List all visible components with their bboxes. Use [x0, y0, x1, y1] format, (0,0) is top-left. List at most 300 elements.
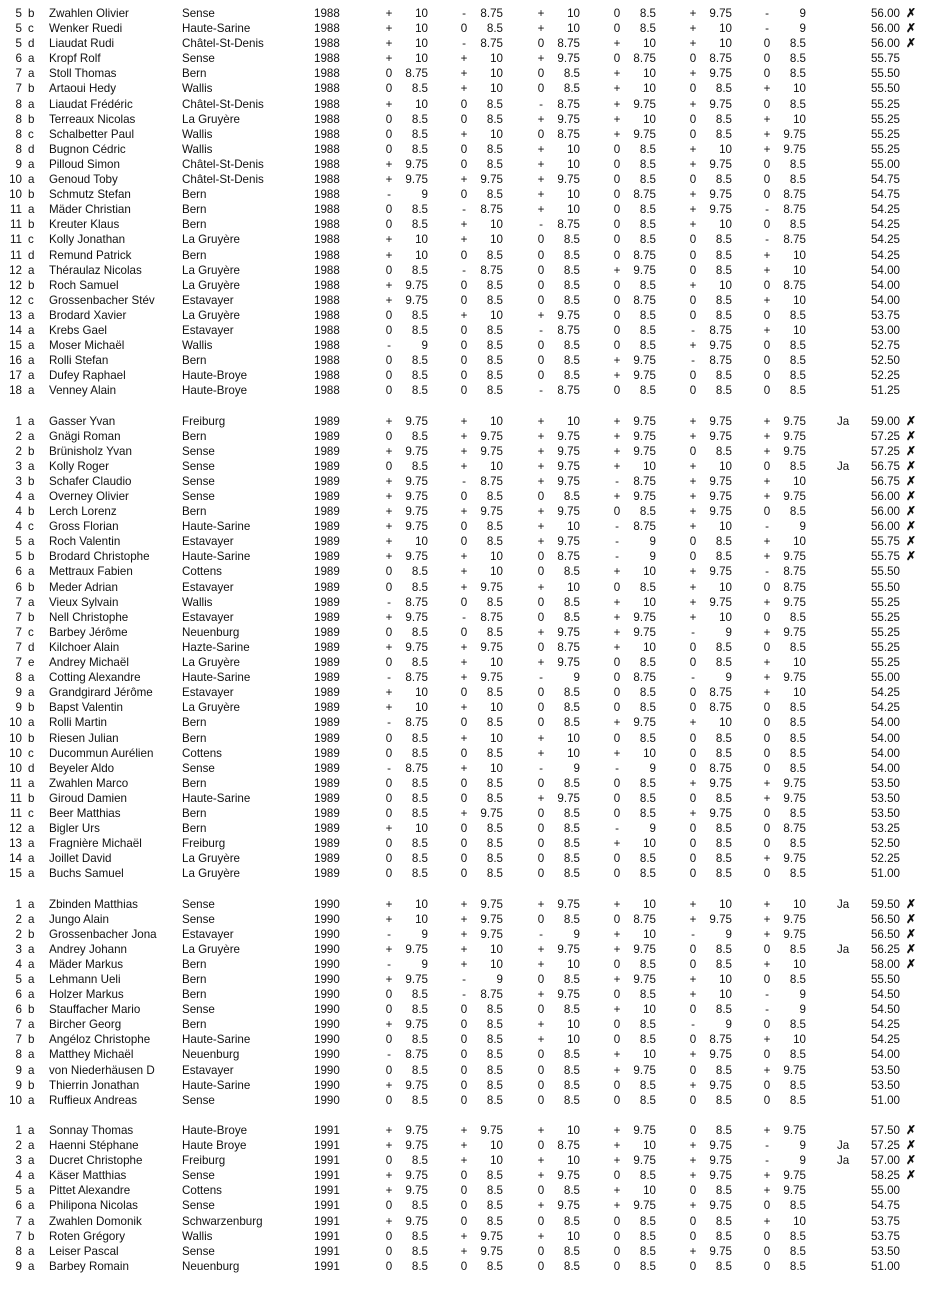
score-5: 10 — [719, 142, 732, 156]
total: 51.25 — [870, 384, 900, 398]
year: 1989 — [314, 640, 340, 654]
total: 53.75 — [870, 308, 900, 322]
score-6: 8.5 — [789, 505, 806, 519]
grade-2: + — [460, 1229, 468, 1243]
grade-6: + — [763, 82, 771, 96]
grade-5: + — [689, 97, 697, 111]
score-5: 9 — [725, 1018, 732, 1032]
grade-5: 0 — [689, 1033, 697, 1047]
rank: 15 — [9, 339, 22, 353]
grade-2: + — [460, 52, 468, 66]
rank-letter: a — [28, 157, 35, 171]
rank-letter: e — [28, 656, 35, 670]
grade-6: 0 — [763, 278, 771, 292]
grade-2: 0 — [460, 1033, 468, 1047]
grade-5: 0 — [689, 656, 697, 670]
score-2: 8.5 — [486, 791, 503, 805]
grade-1: 0 — [385, 565, 393, 579]
grade-5: + — [689, 459, 697, 473]
grade-1: 0 — [385, 127, 393, 141]
table-row — [0, 1002, 935, 1017]
score-6: 10 — [793, 535, 806, 549]
score-4: 8.5 — [639, 278, 656, 292]
total: 54.75 — [870, 173, 900, 187]
club: Châtel-St-Denis — [182, 157, 264, 171]
rank: 10 — [9, 188, 22, 202]
year-group — [0, 1123, 935, 1274]
score-6: 8.5 — [789, 52, 806, 66]
score-1: 8.5 — [411, 1154, 428, 1168]
grade-2: 0 — [460, 142, 468, 156]
score-3: 8.75 — [557, 127, 580, 141]
score-1: 8.5 — [411, 127, 428, 141]
grade-5: + — [689, 1139, 697, 1153]
table-row — [0, 625, 935, 640]
name: Roch Samuel — [49, 278, 119, 292]
score-4: 8.75 — [633, 671, 656, 685]
score-5: 9.75 — [709, 505, 732, 519]
score-2: 9.75 — [480, 173, 503, 187]
qualified-mark: ✗ — [905, 21, 917, 36]
total: 54.75 — [870, 188, 900, 202]
grade-2: 0 — [460, 595, 468, 609]
grade-3: + — [537, 520, 545, 534]
score-2: 10 — [490, 656, 503, 670]
grade-5: + — [689, 490, 697, 503]
grade-5: 0 — [689, 1229, 697, 1243]
grade-3: + — [537, 414, 545, 428]
score-5: 8.5 — [715, 1214, 732, 1228]
score-1: 9 — [421, 927, 428, 941]
score-4: 9.75 — [633, 354, 656, 368]
grade-1: 0 — [385, 1093, 393, 1107]
score-6: 8.5 — [789, 610, 806, 624]
grade-6: + — [763, 263, 771, 277]
score-2: 8.5 — [486, 716, 503, 730]
rank: 8 — [15, 1244, 22, 1258]
club: Haute-Sarine — [182, 671, 251, 685]
grade-1: + — [385, 37, 393, 51]
score-6: 8.5 — [789, 37, 806, 51]
club: Bern — [182, 188, 207, 202]
score-3: 8.5 — [563, 369, 580, 383]
grade-6: + — [763, 142, 771, 156]
grade-6: 0 — [763, 52, 771, 66]
score-1: 8.5 — [411, 580, 428, 594]
name: Ducret Christophe — [49, 1154, 143, 1168]
score-5: 8.5 — [715, 127, 732, 141]
grade-2: 0 — [460, 188, 468, 202]
qualified-mark: ✗ — [905, 504, 917, 519]
score-6: 10 — [793, 897, 806, 911]
rank-letter: b — [28, 1033, 35, 1047]
rank: 13 — [9, 308, 22, 322]
grade-6: + — [763, 927, 771, 941]
score-4: 8.5 — [639, 173, 656, 187]
total: 53.50 — [870, 806, 900, 820]
grade-5: + — [689, 218, 697, 232]
score-4: 9 — [649, 761, 656, 775]
grade-2: + — [460, 565, 468, 579]
year: 1989 — [314, 429, 340, 443]
table-row — [0, 172, 935, 187]
total: 55.25 — [870, 610, 900, 624]
total: 53.50 — [870, 1078, 900, 1092]
club: Wallis — [182, 339, 213, 353]
total: 57.25 — [870, 1139, 900, 1153]
name: Leiser Pascal — [49, 1244, 119, 1258]
grade-1: 0 — [385, 1199, 393, 1213]
score-6: 8.5 — [789, 1244, 806, 1258]
rank-letter: b — [28, 701, 35, 715]
qualified-mark: ✗ — [905, 6, 917, 20]
grade-3: 0 — [537, 369, 545, 383]
score-5: 10 — [719, 897, 732, 911]
year: 1988 — [314, 354, 340, 368]
grade-3: 0 — [537, 716, 545, 730]
score-6: 10 — [793, 1033, 806, 1047]
qualified-mark: ✗ — [905, 896, 917, 911]
score-3: 9.75 — [557, 791, 580, 805]
score-2: 8.75 — [480, 37, 503, 51]
grade-5: - — [691, 625, 695, 639]
grade-5: + — [689, 1199, 697, 1213]
grade-2: 0 — [460, 97, 468, 111]
total: 55.00 — [870, 157, 900, 171]
name: Bircher Georg — [49, 1018, 122, 1032]
qualified-mark: ✗ — [905, 519, 917, 534]
year-group — [0, 897, 935, 1108]
grade-6: + — [763, 957, 771, 971]
score-3: 9.75 — [557, 897, 580, 911]
table-row — [0, 791, 935, 806]
grade-1: + — [385, 7, 393, 20]
score-4: 8.75 — [633, 912, 656, 926]
table-row — [0, 1093, 935, 1108]
score-6: 9.75 — [783, 414, 806, 428]
qualified-mark: ✗ — [905, 549, 917, 564]
rank-letter: a — [28, 776, 35, 790]
total: 57.00 — [870, 1154, 900, 1168]
score-1: 9.75 — [405, 1078, 428, 1092]
total: 55.50 — [870, 973, 900, 986]
rank-letter: a — [28, 716, 35, 730]
grade-2: + — [460, 640, 468, 654]
club: Bern — [182, 716, 207, 730]
grade-2: + — [460, 1154, 468, 1168]
grade-4: + — [613, 1048, 621, 1062]
grade-5: + — [689, 1078, 697, 1092]
qualified-mark: ✗ — [905, 1168, 917, 1183]
grade-5: 0 — [689, 942, 697, 956]
score-5: 9.75 — [709, 490, 732, 503]
grade-6: + — [763, 323, 771, 337]
year: 1990 — [314, 942, 340, 956]
name: Cotting Alexandre — [49, 671, 141, 685]
total: 55.25 — [870, 112, 900, 126]
score-3: 9.75 — [557, 444, 580, 458]
rank: 14 — [9, 852, 22, 866]
score-6: 8.5 — [789, 746, 806, 760]
grade-6: + — [763, 429, 771, 443]
score-2: 9.75 — [480, 897, 503, 911]
grade-2: 0 — [460, 686, 468, 700]
score-2: 8.5 — [486, 157, 503, 171]
grade-4: 0 — [613, 988, 621, 1002]
grade-4: 0 — [613, 731, 621, 745]
year: 1988 — [314, 293, 340, 307]
total: 52.25 — [870, 369, 900, 383]
grade-2: - — [462, 37, 466, 51]
grade-6: 0 — [763, 701, 771, 715]
score-6: 8.5 — [789, 1093, 806, 1107]
grade-6: + — [763, 248, 771, 262]
rank-letter: a — [28, 957, 35, 971]
grade-6: + — [763, 595, 771, 609]
score-4: 10 — [643, 82, 656, 96]
year: 1990 — [314, 957, 340, 971]
rank: 11 — [9, 806, 22, 820]
year: 1990 — [314, 927, 340, 941]
grade-6: 0 — [763, 1078, 771, 1092]
club: Châtel-St-Denis — [182, 173, 264, 187]
name: Venney Alain — [49, 384, 117, 398]
score-3: 10 — [567, 7, 580, 20]
grade-6: 0 — [763, 1018, 771, 1032]
name: Moser Michaël — [49, 339, 125, 353]
name: Bigler Urs — [49, 822, 100, 836]
score-6: 8.5 — [789, 973, 806, 986]
table-row — [0, 217, 935, 232]
rank: 1 — [15, 1123, 22, 1137]
grade-3: + — [537, 1018, 545, 1032]
score-5: 8.5 — [715, 942, 732, 956]
grade-6: 0 — [763, 1048, 771, 1062]
grade-6: 0 — [763, 1093, 771, 1107]
grade-1: + — [385, 248, 393, 262]
grade-2: 0 — [460, 157, 468, 171]
total: 55.25 — [870, 595, 900, 609]
club: Sense — [182, 490, 215, 503]
name: Terreaux Nicolas — [49, 112, 136, 126]
total: 55.25 — [870, 656, 900, 670]
grade-3: + — [537, 1199, 545, 1213]
grade-6: 0 — [763, 837, 771, 851]
table-row — [0, 293, 935, 308]
name: Ruffieux Andreas — [49, 1093, 138, 1107]
grade-3: + — [537, 988, 545, 1002]
score-1: 8.5 — [411, 1244, 428, 1258]
total: 56.50 — [870, 927, 900, 941]
grade-4: - — [615, 822, 619, 836]
club: Bern — [182, 67, 207, 81]
score-3: 8.5 — [563, 1063, 580, 1077]
score-2: 8.5 — [486, 339, 503, 353]
name: Kropf Rolf — [49, 52, 101, 66]
score-4: 8.5 — [639, 323, 656, 337]
score-4: 10 — [643, 37, 656, 51]
grade-3: + — [537, 22, 545, 36]
grade-3: + — [537, 1169, 545, 1183]
year: 1990 — [314, 1078, 340, 1092]
rank: 2 — [15, 912, 22, 926]
total: 54.25 — [870, 218, 900, 232]
grade-5: + — [689, 7, 697, 20]
grade-3: 0 — [537, 1093, 545, 1107]
table-row — [0, 715, 935, 730]
grade-3: - — [539, 97, 543, 111]
grade-6: + — [763, 625, 771, 639]
year: 1989 — [314, 837, 340, 851]
score-5: 8.5 — [715, 1184, 732, 1198]
grade-3: 0 — [537, 973, 545, 986]
grade-1: 0 — [385, 791, 393, 805]
club: Freiburg — [182, 414, 226, 428]
grade-2: + — [460, 414, 468, 428]
score-4: 8.5 — [639, 776, 656, 790]
score-2: 9.75 — [480, 912, 503, 926]
score-5: 10 — [719, 973, 732, 986]
name: Philipona Nicolas — [49, 1199, 138, 1213]
score-6: 10 — [793, 957, 806, 971]
name: Haenni Stéphane — [49, 1139, 139, 1153]
grade-6: 0 — [763, 384, 771, 398]
total: 52.50 — [870, 354, 900, 368]
score-4: 8.5 — [639, 806, 656, 820]
score-4: 8.5 — [639, 1244, 656, 1258]
score-4: 9.75 — [633, 414, 656, 428]
table-row — [0, 1229, 935, 1244]
grade-6: 0 — [763, 580, 771, 594]
grade-2: + — [460, 308, 468, 322]
grade-1: + — [385, 1078, 393, 1092]
grade-6: + — [763, 535, 771, 549]
score-6: 8.5 — [789, 308, 806, 322]
score-5: 8.5 — [715, 263, 732, 277]
grade-1: + — [385, 535, 393, 549]
name: Brünisholz Yvan — [49, 444, 132, 458]
score-4: 8.5 — [639, 791, 656, 805]
name: Kreuter Klaus — [49, 218, 120, 232]
grade-4: 0 — [613, 1093, 621, 1107]
qualified-mark: ✗ — [905, 941, 917, 956]
grade-1: 0 — [385, 218, 393, 232]
table-row — [0, 821, 935, 836]
score-5: 9.75 — [709, 339, 732, 353]
total: 56.00 — [870, 520, 900, 534]
rank-letter: a — [28, 837, 35, 851]
score-2: 9 — [496, 973, 503, 986]
grade-4: + — [613, 746, 621, 760]
grade-6: + — [763, 912, 771, 926]
score-1: 8.5 — [411, 791, 428, 805]
grade-1: 0 — [385, 656, 393, 670]
score-1: 8.5 — [411, 867, 428, 881]
name: Lehmann Ueli — [49, 973, 121, 986]
score-6: 9 — [799, 7, 806, 20]
grade-2: - — [462, 263, 466, 277]
score-4: 9.75 — [633, 444, 656, 458]
score-1: 9.75 — [405, 1139, 428, 1153]
grade-6: 0 — [763, 369, 771, 383]
name: Zbinden Matthias — [49, 897, 138, 911]
score-6: 8.5 — [789, 1078, 806, 1092]
score-3: 8.5 — [563, 837, 580, 851]
grade-4: 0 — [613, 142, 621, 156]
score-3: 8.5 — [563, 1078, 580, 1092]
grade-4: + — [613, 112, 621, 126]
total: 54.25 — [870, 1018, 900, 1032]
grade-2: 0 — [460, 625, 468, 639]
rank: 11 — [9, 776, 22, 790]
rank-letter: a — [28, 671, 35, 685]
table-row — [0, 232, 935, 247]
year: 1988 — [314, 384, 340, 398]
rank: 5 — [15, 973, 22, 986]
name: Krebs Gael — [49, 323, 107, 337]
grade-4: + — [613, 444, 621, 458]
qualified-mark: ✗ — [905, 428, 917, 443]
rank-letter: b — [28, 791, 35, 805]
score-3: 8.5 — [563, 867, 580, 881]
grade-6: 0 — [763, 761, 771, 775]
score-2: 10 — [490, 82, 503, 96]
score-2: 9.75 — [480, 1244, 503, 1258]
score-2: 10 — [490, 308, 503, 322]
score-1: 8.5 — [411, 806, 428, 820]
rank: 9 — [15, 157, 22, 171]
grade-3: + — [537, 535, 545, 549]
grade-4: 0 — [613, 1078, 621, 1092]
rank-letter: a — [28, 1093, 35, 1107]
grade-3: 0 — [537, 278, 545, 292]
year: 1989 — [314, 656, 340, 670]
score-2: 8.5 — [486, 1018, 503, 1032]
table-row — [0, 248, 935, 263]
year: 1989 — [314, 701, 340, 715]
table-row — [0, 897, 935, 912]
score-1: 8.5 — [411, 142, 428, 156]
grade-4: 0 — [613, 248, 621, 262]
total: 55.75 — [870, 550, 900, 564]
total: 54.00 — [870, 731, 900, 745]
rank: 2 — [15, 429, 22, 443]
grade-1: + — [385, 1184, 393, 1198]
score-3: 8.75 — [557, 323, 580, 337]
score-6: 8.5 — [789, 837, 806, 851]
club: Estavayer — [182, 927, 234, 941]
club: Sense — [182, 7, 215, 20]
year: 1989 — [314, 625, 340, 639]
grade-3: 0 — [537, 233, 545, 247]
grade-1: - — [387, 188, 391, 202]
grade-6: + — [763, 1169, 771, 1183]
score-4: 8.75 — [633, 248, 656, 262]
score-3: 8.5 — [563, 806, 580, 820]
year: 1988 — [314, 22, 340, 36]
grade-5: + — [689, 1048, 697, 1062]
score-3: 8.5 — [563, 1214, 580, 1228]
score-3: 10 — [567, 1123, 580, 1137]
club: Hazte-Sarine — [182, 640, 250, 654]
grade-1: 0 — [385, 1003, 393, 1017]
name: Stauffacher Mario — [49, 1003, 141, 1017]
grade-5: - — [691, 354, 695, 368]
club: La Gruyère — [182, 263, 240, 277]
grade-4: 0 — [613, 867, 621, 881]
total: 53.50 — [870, 791, 900, 805]
score-4: 8.5 — [639, 1259, 656, 1273]
